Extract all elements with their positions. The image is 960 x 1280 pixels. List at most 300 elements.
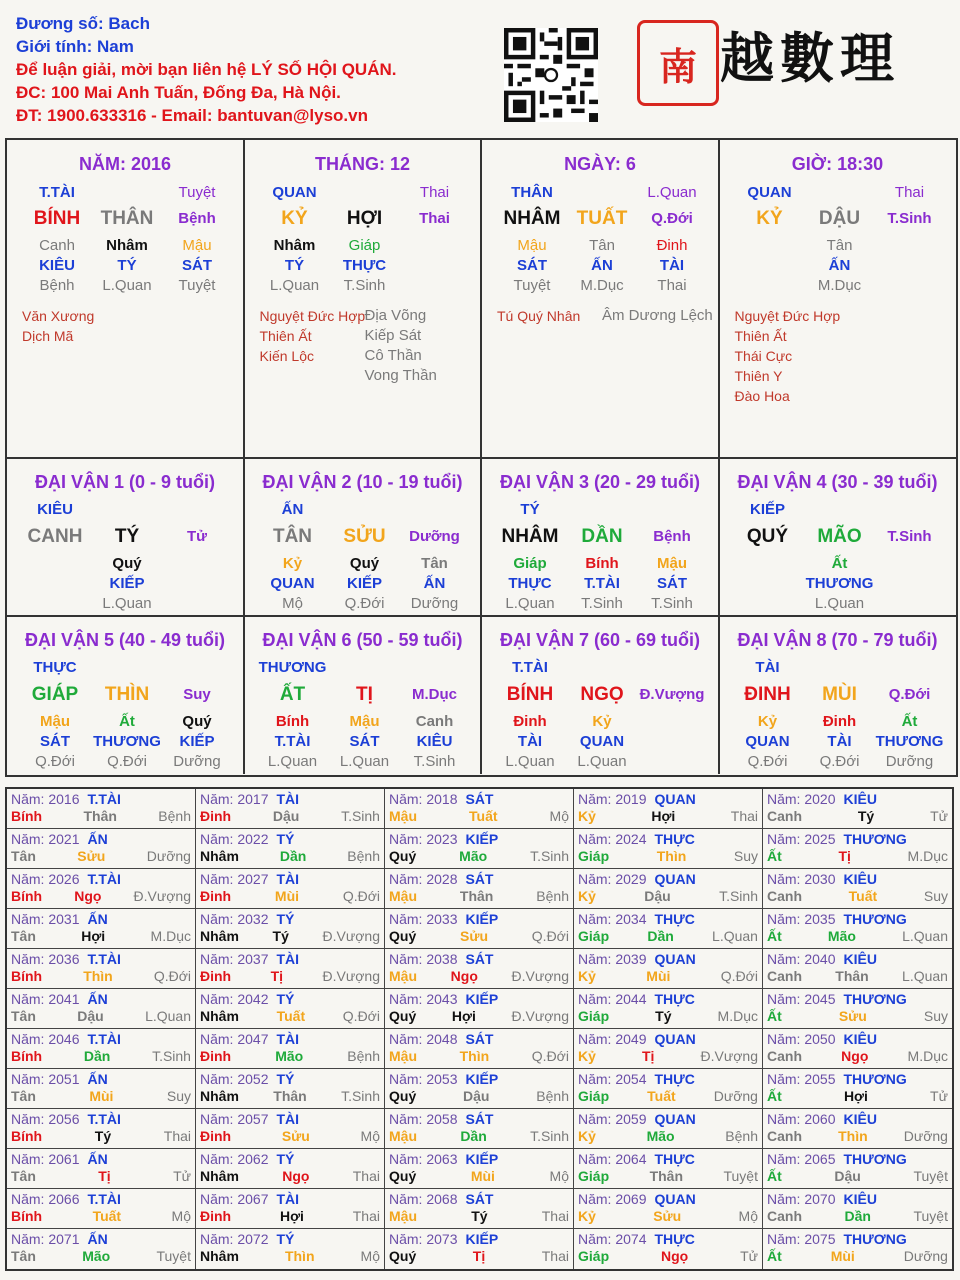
year-stem: Đinh [200, 1208, 232, 1224]
pillar-branch-stage: Bệnh [178, 210, 216, 227]
year-label: Năm: 2058 [389, 1111, 458, 1127]
year-cell [763, 1029, 952, 1069]
year-ten-god: THƯƠNG [843, 1151, 907, 1167]
year-stem: Mậu [389, 808, 417, 824]
hidden-stem: Tân [589, 237, 615, 254]
hidden-stem: Ất [119, 713, 135, 730]
year-cell [196, 1229, 385, 1269]
hidden-life-stage: M.Dục [817, 277, 862, 294]
year-stem: Canh [767, 1128, 802, 1144]
year-stem: Nhâm [200, 1008, 239, 1024]
year-stem: Đinh [200, 1048, 232, 1064]
dai-van-ten-god: KIẾP [749, 501, 786, 518]
year-stem: Tân [11, 848, 36, 864]
hidden-life-stage: Bệnh [39, 277, 75, 294]
hidden-life-stage: T.Sinh [343, 277, 386, 294]
hidden-life-stage: L.Quan [577, 753, 627, 770]
year-stem: Quý [389, 1248, 417, 1264]
year-ten-god: KIẾP [465, 831, 499, 847]
year-branch: Dần [279, 848, 307, 864]
pillar-life-stage: Tuyệt [178, 184, 216, 201]
year-branch: Sửu [460, 928, 489, 944]
year-stem: Mậu [389, 1208, 417, 1224]
year-stem: Canh [767, 808, 802, 824]
year-ten-god: SÁT [465, 791, 494, 807]
year-ten-god: T.TÀI [87, 791, 121, 807]
hidden-stem: Đinh [656, 237, 688, 254]
hidden-stem: Bính [585, 555, 619, 572]
year-cell [385, 1149, 574, 1189]
year-cell [574, 1149, 763, 1189]
year-life-stage: Tuyệt [723, 1168, 758, 1184]
year-branch: Hợi [279, 1208, 304, 1224]
dai-van-branch: TÝ [114, 526, 140, 547]
year-life-stage: T.Sinh [152, 1048, 191, 1064]
year-life-stage: Đ.Vượng [133, 888, 191, 904]
year-stem: Bính [11, 1128, 43, 1144]
year-branch: Hợi [81, 928, 106, 944]
hidden-life-stage: T.Sinh [413, 753, 456, 770]
year-life-stage: Dưỡng [713, 1088, 758, 1104]
hidden-stem: Đinh [513, 713, 547, 730]
special-star: Đào Hoa [734, 388, 790, 404]
hidden-ten-god: KIÊU [39, 257, 75, 274]
year-branch: Tý [655, 1008, 672, 1024]
year-branch: Mùi [274, 888, 300, 904]
year-ten-god: KIẾP [465, 1231, 499, 1247]
dai-van-cell [7, 459, 245, 617]
year-branch: Tuất [276, 1008, 306, 1024]
year-life-stage: Thai [541, 1248, 569, 1264]
dai-van-stem: BÍNH [506, 684, 554, 705]
year-life-stage: Suy [923, 888, 948, 904]
special-star: Kiếp Sát [364, 327, 422, 344]
year-label: Năm: 2065 [767, 1151, 836, 1167]
year-branch: Dậu [834, 1168, 861, 1184]
hidden-ten-god: T.TÀI [584, 575, 620, 592]
year-ten-god: THƯƠNG [843, 1231, 907, 1247]
dai-van-ten-god: THƯƠNG [258, 659, 327, 676]
year-life-stage: Q.Đới [153, 968, 191, 984]
year-life-stage: Mộ [738, 1208, 758, 1224]
hidden-life-stage: T.Sinh [651, 595, 693, 612]
dai-van-ten-god: ẤN [281, 501, 304, 518]
year-ten-god: TÀI [276, 1191, 300, 1207]
hidden-stem: Nhâm [106, 237, 148, 254]
year-life-stage: Tử [740, 1248, 758, 1264]
year-cell [763, 1149, 952, 1189]
year-label: Năm: 2043 [389, 991, 458, 1007]
year-branch: Mùi [89, 1088, 114, 1104]
year-label: Năm: 2073 [389, 1231, 458, 1247]
dai-van-ten-god: TÀI [755, 659, 780, 676]
year-ten-god: KIÊU [843, 1031, 877, 1047]
dai-van-cell [482, 459, 720, 617]
year-life-stage: Dưỡng [146, 848, 191, 864]
year-branch: Sửu [77, 848, 106, 864]
year-label: Năm: 2031 [11, 911, 80, 927]
year-ten-god: KIÊU [843, 1191, 877, 1207]
year-ten-god: QUAN [654, 791, 696, 807]
year-life-stage: Q.Đới [342, 888, 380, 904]
address-line: ĐC: 100 Mai Anh Tuấn, Đống Đa, Hà Nội. [16, 83, 341, 102]
year-cell [574, 1029, 763, 1069]
year-life-stage: Đ.Vượng [322, 928, 380, 944]
year-cell [196, 1069, 385, 1109]
pillar-title: NĂM: 2016 [78, 154, 172, 174]
hidden-ten-god: ẤN [423, 575, 446, 592]
year-life-stage: Mộ [549, 1168, 569, 1184]
dai-van-stage: T.Sinh [887, 528, 932, 545]
dai-van-stage: Bệnh [653, 528, 691, 545]
year-life-stage: Bệnh [158, 808, 191, 824]
special-star: Thiên Y [734, 368, 783, 384]
year-cell [574, 869, 763, 909]
dai-van-stage: Suy [183, 686, 211, 703]
year-life-stage: T.Sinh [719, 888, 758, 904]
hidden-ten-god: THƯƠNG [875, 733, 944, 750]
year-label: Năm: 2038 [389, 951, 458, 967]
year-cell [574, 789, 763, 829]
year-cell [7, 829, 196, 869]
year-cell [196, 909, 385, 949]
pillar-title: GIỜ: 18:30 [791, 154, 884, 174]
year-ten-god: T.TÀI [87, 1111, 121, 1127]
hidden-ten-god: QUAN [579, 733, 625, 750]
year-life-stage: Bệnh [536, 888, 569, 904]
qr-code-icon[interactable] [504, 28, 598, 122]
year-branch: Hợi [451, 1008, 476, 1024]
year-cell [7, 1029, 196, 1069]
year-life-stage: Đ.Vượng [511, 968, 569, 984]
special-star: Kiến Lộc [259, 348, 314, 364]
hidden-ten-god: THƯƠNG [93, 733, 161, 750]
pillar-cell [245, 140, 483, 459]
year-stem: Kỷ [578, 888, 596, 904]
year-branch: Mão [82, 1248, 111, 1264]
year-branch: Thìn [284, 1248, 315, 1264]
year-cell [196, 1149, 385, 1189]
special-star: Âm Dương Lệch [602, 307, 713, 324]
year-stem: Giáp [578, 928, 610, 944]
pillar-ten-god: QUAN [747, 184, 792, 201]
year-branch: Tị [270, 968, 284, 984]
year-ten-god: T.TÀI [87, 1031, 121, 1047]
dai-van-title: ĐẠI VẬN 2 (10 - 19 tuổi) [262, 472, 463, 492]
hidden-stem: Giáp [348, 237, 381, 254]
year-stem: Ất [767, 1008, 782, 1024]
year-label: Năm: 2055 [767, 1071, 836, 1087]
year-cell [763, 789, 952, 829]
hidden-stem: Canh [415, 713, 454, 730]
year-ten-god: KIẾP [465, 1151, 499, 1167]
pillar-cell [720, 140, 958, 459]
hidden-life-stage: L.Quan [102, 277, 152, 294]
year-cell [385, 1189, 574, 1229]
year-label: Năm: 2054 [578, 1071, 647, 1087]
year-label: Năm: 2060 [767, 1111, 836, 1127]
pillar-cell [7, 140, 245, 459]
year-life-stage: Thai [352, 1208, 380, 1224]
year-ten-god: ẤN [87, 831, 108, 847]
pillar-life-stage: Thai [419, 184, 450, 201]
year-ten-god: SÁT [465, 871, 494, 887]
hidden-stem: Bính [275, 713, 310, 730]
year-cell [196, 1189, 385, 1229]
year-life-stage: Thai [541, 1208, 569, 1224]
year-life-stage: Thai [163, 1128, 191, 1144]
hidden-ten-god: TÝ [284, 257, 305, 274]
year-life-stage: Suy [166, 1088, 191, 1104]
hidden-stem: Mậu [40, 713, 70, 730]
pillar-stem: NHÂM [503, 208, 561, 229]
pillar-title: THÁNG: 12 [314, 154, 411, 174]
dai-van-ten-god: KIÊU [37, 501, 73, 518]
hidden-life-stage: M.Dục [580, 277, 624, 294]
dai-van-stem: ẤT [279, 684, 306, 705]
hidden-ten-god: KIẾP [179, 733, 215, 750]
year-branch: Thân [83, 808, 117, 824]
year-cell [7, 909, 196, 949]
year-stem: Giáp [578, 1168, 610, 1184]
year-ten-god: TÝ [276, 991, 295, 1007]
year-branch: Dần [844, 1208, 871, 1224]
year-label: Năm: 2048 [389, 1031, 458, 1047]
year-label: Năm: 2045 [767, 991, 836, 1007]
year-branch: Thân [273, 1088, 307, 1104]
year-branch: Dậu [77, 1008, 104, 1024]
pillar-ten-god: QUAN [272, 184, 317, 201]
year-ten-god: THƯƠNG [843, 991, 907, 1007]
pillar-branch: THÂN [100, 208, 154, 229]
year-stem: Bính [11, 1208, 43, 1224]
year-cell [763, 1189, 952, 1229]
hidden-stem: Nhâm [273, 237, 316, 254]
year-cell [7, 989, 196, 1029]
year-branch: Tuất [469, 808, 498, 824]
year-label: Năm: 2020 [767, 791, 836, 807]
year-ten-god: SÁT [465, 1111, 494, 1127]
year-branch: Dậu [463, 1088, 490, 1104]
year-branch: Sửu [838, 1008, 867, 1024]
year-stem: Tân [11, 1008, 36, 1024]
hidden-stem: Ất [831, 555, 848, 572]
pillar-branch: TUẤT [576, 208, 628, 229]
hidden-ten-god: SÁT [349, 733, 380, 750]
special-star: Địa Võng [364, 307, 427, 324]
hidden-stem: Kỷ [282, 555, 303, 572]
year-cell [196, 1109, 385, 1149]
year-label: Năm: 2063 [389, 1151, 458, 1167]
year-label: Năm: 2056 [11, 1111, 80, 1127]
hidden-life-stage: Dưỡng [885, 753, 934, 770]
year-cell [574, 989, 763, 1029]
contact-line: Để luận giải, mời bạn liên hệ LÝ SỐ HỘI QUÁN. [16, 60, 397, 79]
year-life-stage: Suy [923, 1008, 948, 1024]
dai-van-stem: CANH [27, 526, 83, 547]
hidden-stem: Mậu [657, 555, 687, 572]
year-life-stage: T.Sinh [530, 1128, 569, 1144]
year-branch: Dần [83, 1048, 111, 1064]
year-label: Năm: 2027 [200, 871, 269, 887]
year-cell [7, 1189, 196, 1229]
year-stem: Mậu [389, 1048, 417, 1064]
year-ten-god: THỰC [654, 911, 695, 927]
pillar-life-stage: Thai [894, 184, 925, 201]
year-life-stage: Dưỡng [903, 1248, 948, 1264]
year-label: Năm: 2037 [200, 951, 269, 967]
year-branch: Ngọ [450, 968, 478, 984]
dai-van-ten-god: T.TÀI [512, 659, 548, 676]
dai-van-cell [720, 617, 958, 774]
year-stem: Nhâm [200, 848, 239, 864]
year-ten-god: QUAN [654, 1191, 696, 1207]
hidden-life-stage: Tuyệt [513, 277, 551, 294]
year-cell [196, 989, 385, 1029]
year-branch: Dậu [644, 888, 671, 904]
hidden-ten-god: ẤN [828, 257, 851, 274]
year-label: Năm: 2023 [389, 831, 458, 847]
pillar-stem: KỶ [756, 208, 783, 229]
dai-van-stem: ĐINH [744, 684, 791, 705]
special-star: Thiên Ất [734, 328, 787, 344]
year-life-stage: Đ.Vượng [511, 1008, 569, 1024]
year-cell [385, 869, 574, 909]
dai-van-title: ĐẠI VẬN 7 (60 - 69 tuổi) [499, 630, 701, 650]
hidden-ten-god: QUAN [745, 733, 790, 750]
year-ten-god: ẤN [87, 991, 108, 1007]
hidden-stem: Ất [901, 713, 918, 730]
year-cell [7, 1069, 196, 1109]
year-stem: Ất [767, 928, 782, 944]
year-cell [574, 949, 763, 989]
year-stem: Giáp [578, 848, 610, 864]
year-ten-god: ẤN [87, 1151, 108, 1167]
year-stem: Nhâm [200, 1248, 239, 1264]
year-cell [763, 989, 952, 1029]
year-life-stage: L.Quan [712, 928, 758, 944]
year-life-stage: Bệnh [347, 848, 380, 864]
year-branch: Tý [94, 1128, 112, 1144]
year-label: Năm: 2042 [200, 991, 269, 1007]
year-label: Năm: 2034 [578, 911, 647, 927]
year-ten-god: TÀI [276, 951, 300, 967]
year-ten-god: TÀI [276, 1031, 300, 1047]
year-stem: Mậu [389, 888, 417, 904]
year-branch: Mão [275, 1048, 304, 1064]
year-branch: Ngọ [74, 888, 102, 904]
year-ten-god: KIẾP [465, 991, 499, 1007]
hidden-life-stage: Q.Đới [819, 753, 860, 770]
year-cell [763, 1229, 952, 1269]
year-life-stage: M.Dục [907, 1048, 948, 1064]
year-life-stage: T.Sinh [530, 848, 569, 864]
pillar-stem: KỶ [281, 208, 308, 229]
hidden-stem: Kỷ [757, 713, 778, 730]
pillar-branch-stage: Q.Đới [651, 210, 693, 227]
dai-van-branch: THÌN [104, 684, 150, 705]
year-stem: Canh [767, 1208, 802, 1224]
year-life-stage: Thai [352, 1168, 380, 1184]
hidden-life-stage: L.Quan [814, 595, 865, 612]
year-life-stage: Dưỡng [903, 1128, 948, 1144]
year-branch: Tuất [647, 1088, 676, 1104]
year-label: Năm: 2053 [389, 1071, 458, 1087]
year-ten-god: KIẾP [465, 1071, 499, 1087]
year-stem: Nhâm [200, 928, 239, 944]
year-cell [763, 1069, 952, 1109]
year-label: Năm: 2062 [200, 1151, 269, 1167]
year-ten-god: THỰC [654, 991, 695, 1007]
four-pillars-grid [5, 138, 958, 777]
dai-van-stem: NHÂM [501, 526, 559, 547]
year-branch: Tý [857, 808, 875, 824]
year-label: Năm: 2022 [200, 831, 269, 847]
dai-van-stage: Đ.Vượng [639, 686, 705, 703]
year-life-stage: L.Quan [145, 1008, 191, 1024]
year-branch: Tý [272, 928, 289, 944]
year-life-stage: Mộ [360, 1128, 380, 1144]
dai-van-cell [482, 617, 720, 774]
hidden-life-stage: Q.Đới [107, 753, 147, 770]
year-branch: Mùi [470, 1168, 495, 1184]
year-label: Năm: 2067 [200, 1191, 269, 1207]
year-stem: Tân [11, 1168, 36, 1184]
hidden-stem: Mậu [517, 237, 547, 254]
year-cell [7, 949, 196, 989]
year-life-stage: L.Quan [902, 968, 948, 984]
dai-van-stem: QUÝ [746, 526, 789, 547]
annual-luck-table [5, 787, 954, 1271]
hidden-life-stage: Mộ [282, 595, 303, 612]
year-life-stage: Bệnh [536, 1088, 569, 1104]
year-ten-god: ẤN [87, 1071, 108, 1087]
dai-van-cell [7, 617, 245, 774]
year-ten-god: QUAN [654, 951, 696, 967]
year-branch: Ngọ [282, 1168, 310, 1184]
hidden-stem: Tân [421, 555, 448, 572]
dai-van-ten-god: TÝ [520, 501, 540, 518]
hidden-stem: Kỷ [592, 713, 612, 730]
dai-van-stem: TÂN [272, 526, 313, 547]
hidden-life-stage: Dưỡng [410, 595, 459, 612]
year-branch: Mão [459, 848, 488, 864]
year-branch: Dần [460, 1128, 487, 1144]
pillar-branch: HỢI [346, 208, 383, 229]
year-label: Năm: 2024 [578, 831, 647, 847]
year-life-stage: M.Dục [717, 1008, 758, 1024]
year-stem: Kỷ [578, 808, 596, 824]
year-ten-god: THƯƠNG [843, 831, 907, 847]
year-life-stage: Suy [733, 848, 758, 864]
year-label: Năm: 2071 [11, 1231, 80, 1247]
year-ten-god: QUAN [654, 1031, 696, 1047]
dai-van-stage: Tử [186, 528, 208, 545]
year-label: Năm: 2049 [578, 1031, 647, 1047]
hidden-life-stage: Thai [657, 277, 687, 294]
dai-van-cell [720, 459, 958, 617]
dai-van-stem: GIÁP [31, 684, 79, 705]
year-life-stage: Tử [930, 808, 948, 824]
year-label: Năm: 2057 [200, 1111, 269, 1127]
year-stem: Kỷ [578, 1048, 596, 1064]
year-stem: Tân [11, 1088, 36, 1104]
pillar-stem: BÍNH [33, 208, 81, 229]
year-label: Năm: 2044 [578, 991, 647, 1007]
year-branch: Dậu [272, 808, 300, 824]
year-ten-god: ẤN [87, 1231, 108, 1247]
hidden-ten-god: TÀI [827, 733, 852, 750]
